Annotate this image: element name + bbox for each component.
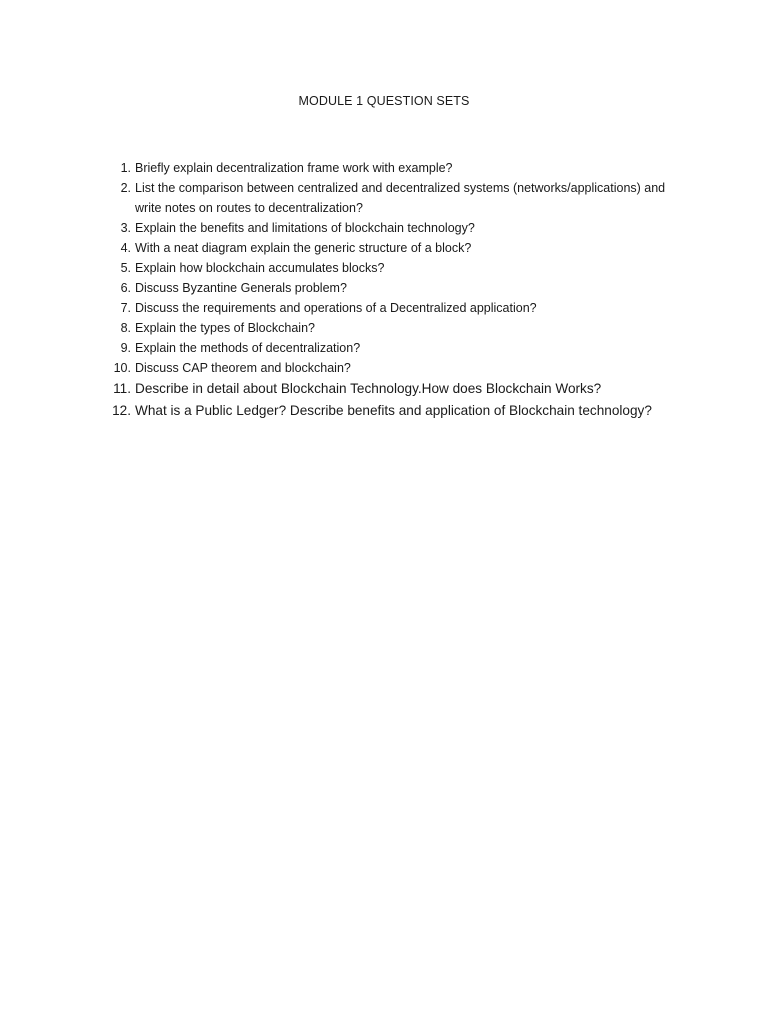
question-number: 8. xyxy=(120,321,131,335)
question-text: Discuss CAP theorem and blockchain? xyxy=(135,361,351,375)
question-number: 7. xyxy=(120,301,131,315)
list-item xyxy=(108,238,688,258)
list-item xyxy=(108,218,688,238)
question-text: With a neat diagram explain the generic structure of a block? xyxy=(135,241,472,255)
question-text: Explain the benefits and limitations of blockchain technology? xyxy=(135,221,475,235)
list-item xyxy=(108,358,688,378)
question-number: 11. xyxy=(113,381,131,396)
page-title: MODULE 1 QUESTION SETS xyxy=(298,94,470,108)
question-number: 2. xyxy=(120,181,131,195)
question-number: 10. xyxy=(113,361,131,375)
question-number: 3. xyxy=(120,221,131,235)
question-number: 5. xyxy=(120,261,131,275)
question-text: Discuss Byzantine Generals problem? xyxy=(135,281,347,295)
question-text: Briefly explain decentralization frame work with example? xyxy=(135,161,453,175)
list-item xyxy=(108,178,688,218)
question-text: Explain the types of Blockchain? xyxy=(135,321,315,335)
list-item xyxy=(108,158,688,178)
list-item xyxy=(108,338,688,358)
question-text: What is a Public Ledger? Describe benefits and application of Blockchain technology? xyxy=(135,403,652,418)
question-list xyxy=(108,158,688,422)
question-text: Describe in detail about Blockchain Technology.How does Blockchain Works? xyxy=(135,381,602,396)
list-item xyxy=(108,378,688,400)
list-item xyxy=(108,318,688,338)
question-number: 9. xyxy=(120,341,131,355)
question-number: 4. xyxy=(120,241,131,255)
question-text: List the comparison between centralized and decentralized systems (networks/applications) and write notes on routes to decentralization? xyxy=(135,181,666,215)
question-number: 6. xyxy=(120,281,131,295)
list-item xyxy=(108,258,688,278)
list-item xyxy=(108,278,688,298)
question-text: Explain how blockchain accumulates blocks? xyxy=(135,261,385,275)
question-text: Discuss the requirements and operations of a Decentralized application? xyxy=(135,301,537,315)
list-item xyxy=(108,298,688,318)
question-number: 12. xyxy=(112,403,131,418)
question-number: 1. xyxy=(120,161,131,175)
list-item xyxy=(108,400,688,422)
question-text: Explain the methods of decentralization? xyxy=(135,341,361,355)
